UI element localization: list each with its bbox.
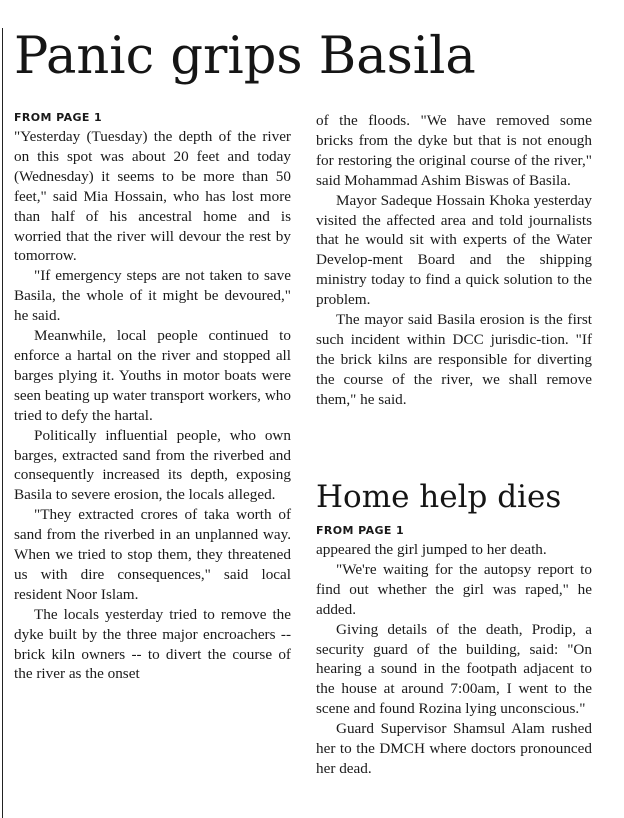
story2-paragraph: "We're waiting for the autopsy report to find out whether the girl was raped," he added. <box>316 560 592 618</box>
story1-paragraph: Meanwhile, local people continued to enforce a hartal on the river and stopped all barges plying it. Youths in motor boats were seen beating up water transport workers, who tried to defy the hartal. <box>14 327 291 424</box>
column-rule <box>2 28 3 818</box>
story2-paragraph: Giving details of the death, Prodip, a security guard of the building, said: "On hearing a sound in the footpath adjacent to the house at around 7:00am, I went to the scene and found Rozina lying unconscious." <box>316 620 592 718</box>
story1-column-1 <box>14 111 291 684</box>
story1-column-2 <box>316 111 592 410</box>
story2-paragraph: appeared the girl jumped to her death. <box>316 541 547 558</box>
headline-panic-grips-basila: Panic grips Basila <box>14 27 476 86</box>
story1-paragraph: "If emergency steps are not taken to save Basila, the whole of it might be devoured," he said. <box>14 267 291 325</box>
story2-kicker: FROM PAGE 1 <box>316 524 405 537</box>
story1-paragraph: "Yesterday (Tuesday) the depth of the river on this spot was about 20 feet and today (Wednesday) it seems to be more than 50 feet," said Mia Hossain, who has lost more than half of his ancestral home and is worried that the river will devour the rest by tomorrow. <box>14 128 291 265</box>
story1-kicker: FROM PAGE 1 <box>14 111 103 124</box>
story2-column <box>316 524 592 779</box>
story1-paragraph: "They extracted crores of taka worth of sand from the riverbed in an unplanned way. When we tried to stop them, they threatened us with dire consequences," said local resident Noor Islam. <box>14 506 291 603</box>
headline-home-help-dies: Home help dies <box>316 479 562 515</box>
story2-paragraph: Guard Supervisor Shamsul Alam rushed her to the DMCH where doctors pronounced her dead. <box>316 720 592 777</box>
story1-paragraph: The locals yesterday tried to remove the dyke built by the three major encroachers -- brick kiln owners -- to divert the course of the river as the onset <box>14 605 291 683</box>
story1-paragraph: Mayor Sadeque Hossain Khoka yesterday visited the affected area and told journalists that he would sit with experts of the Water Develop-ment Board and the shipping ministry today to find a quick solution to the problem. <box>316 191 592 309</box>
story1-paragraph: The mayor said Basila erosion is the first such incident within DCC jurisdic-tion. "If the brick kilns are responsible for diverting the course of the river, we shall remove them," he said. <box>316 311 592 408</box>
story1-paragraph: Politically influential people, who own barges, extracted sand from the riverbed and consequently increased its depth, exposing Basila to severe erosion, the locals alleged. <box>14 426 291 504</box>
story1-paragraph: of the floods. "We have removed some bricks from the dyke but that is not enough for restoring the original course of the river," said Mohammad Ashim Biswas of Basila. <box>316 112 592 189</box>
